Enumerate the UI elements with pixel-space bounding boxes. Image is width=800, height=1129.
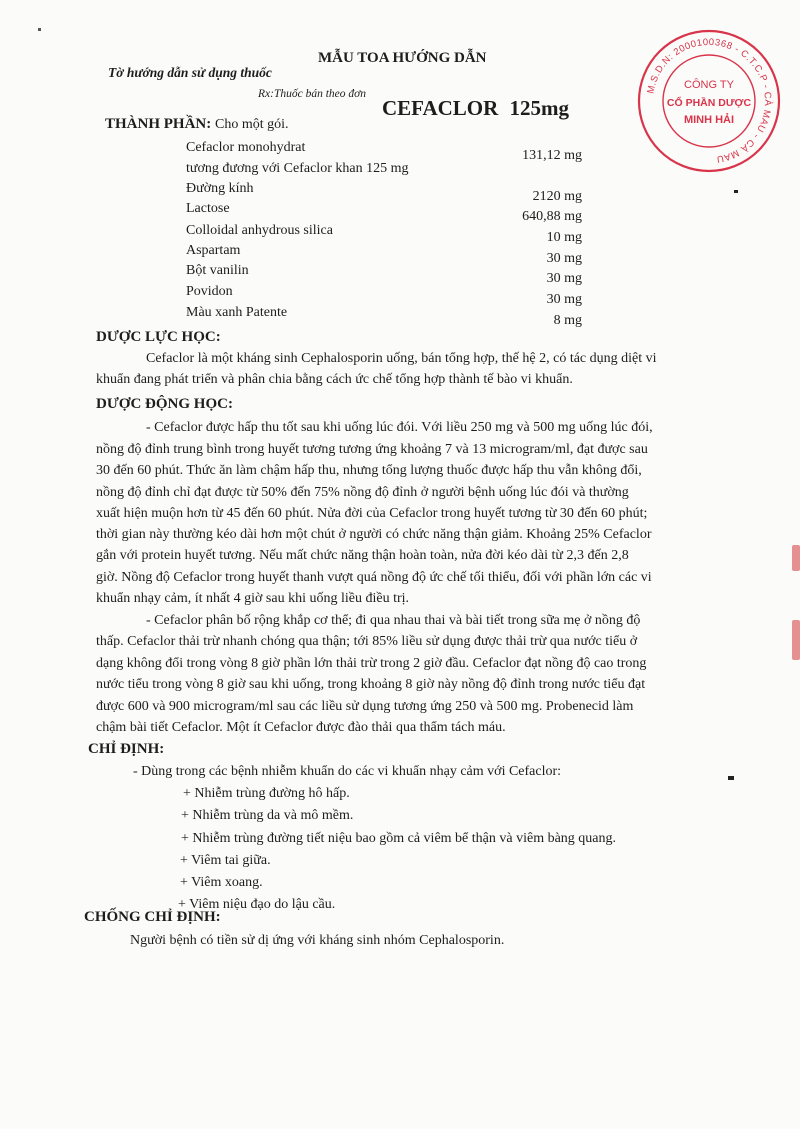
composition-heading xyxy=(105,116,289,133)
indication-item: + Viêm niệu đạo do lậu cầu. xyxy=(178,897,336,912)
product-name: CEFACLOR xyxy=(382,96,499,120)
ingredient-amount: 640,88 mg xyxy=(522,209,582,224)
product-title xyxy=(382,96,569,121)
pharmacokinetics-line: giờ. Nồng độ Cefaclor trong huyết thanh vượt quá nồng độ ức chế tối thiểu, đối với phần lớn các vi xyxy=(96,570,652,585)
composition-note: Cho một gói. xyxy=(215,117,289,132)
stamp-line-3: MINH HẢI xyxy=(683,114,735,126)
pharmacokinetics-line: nồng độ đỉnh trung bình trong huyết tương tương ứng khoảng 7 và 13 microgram/ml, đạt được sau xyxy=(96,442,648,457)
scan-speck xyxy=(38,28,41,31)
indication-item: + Nhiễm trùng đường tiết niệu bao gồm cả viêm bể thận và viêm bàng quang. xyxy=(181,831,617,846)
pharmacokinetics-line: nồng độ đỉnh chỉ đạt được từ 50% đến 75% nồng độ đỉnh ở người bệnh uống lúc đói và thường xyxy=(96,485,629,500)
ingredient-name: Bột vanilin xyxy=(186,263,249,278)
stamp-line-2: CỔ PHẦN DƯỢC xyxy=(666,97,752,109)
ingredient-amount: 2120 mg xyxy=(532,189,582,204)
scan-speck xyxy=(734,190,738,193)
ingredient-name: Aspartam xyxy=(186,243,241,258)
scan-speck xyxy=(728,776,734,780)
indication-item: + Viêm xoang. xyxy=(180,875,263,890)
pharmacokinetics-line: chậm bài tiết Cefaclor. Một ít Cefaclor được đào thải qua thẩm tách máu. xyxy=(96,720,506,735)
pharmacodynamics-line: khuẩn đang phát triển và phân chia bằng cách ức chế tổng hợp thành tế bào vi khuẩn. xyxy=(96,372,573,387)
ingredient-name: Cefaclor monohydrat xyxy=(186,140,306,155)
ingredient-name: Povidon xyxy=(186,284,233,299)
ingredient-amount: 131,12 mg xyxy=(522,148,582,163)
ingredient-name: tương đương với Cefaclor khan 125 mg xyxy=(186,161,409,176)
pharmacokinetics-line: - Cefaclor được hấp thu tốt sau khi uống lúc đói. Với liều 250 mg và 500 mg uống lúc đói, xyxy=(146,420,653,435)
ingredient-amount: 8 mg xyxy=(553,313,582,328)
indications-heading: CHỈ ĐỊNH: xyxy=(88,741,165,757)
ingredient-amount: 10 mg xyxy=(546,230,582,245)
stamp-outer-text: M.S.D.N: 2000100368 - C.T.C.P - CÀ MAU - CÀ MAU xyxy=(645,36,774,165)
ingredient-name: Colloidal anhydrous silica xyxy=(186,223,333,238)
pharmacokinetics-line: được 600 và 900 microgram/ml sau các liều sử dụng tương ứng 250 và 500 mg. Probenecid làm xyxy=(96,699,634,714)
pharmacokinetics-line: 30 đến 60 phút. Thức ăn làm chậm hấp thu, nhưng tổng lượng thuốc được hấp thu vẫn không đổi, xyxy=(96,463,642,478)
pharmacokinetics-line: thời gian này thường kéo dài hơn một chút ở người có chức năng thận giảm. Khoảng 25% Cefaclor xyxy=(96,527,652,542)
ingredient-amount: 30 mg xyxy=(546,292,582,307)
product-strength: 125mg xyxy=(509,96,570,120)
pharmacokinetics-heading: DƯỢC ĐỘNG HỌC: xyxy=(96,396,233,412)
stamp-line-1: CÔNG TY xyxy=(684,79,734,91)
pharmacokinetics-line: gắn với protein huyết tương. Nếu mất chức năng thận hoàn toàn, nửa đời kéo dài từ 2,3 đến 2,8 xyxy=(96,548,629,563)
document-title: MẪU TOA HƯỚNG DẪN xyxy=(318,50,487,66)
contraindications-line: Người bệnh có tiền sử dị ứng với kháng sinh nhóm Cephalosporin. xyxy=(130,933,505,948)
pharmacodynamics-heading: DƯỢC LỰC HỌC: xyxy=(96,329,221,345)
indication-item: + Nhiễm trùng đường hô hấp. xyxy=(183,786,350,801)
pharmacokinetics-line: xuất hiện muộn hơn từ 45 đến 60 phút. Nửa đời của Cefaclor trong huyết tương từ 30 đến 60 phút; xyxy=(96,506,648,521)
ingredient-amount: 30 mg xyxy=(546,251,582,266)
pharmacokinetics-line: thấp. Cefaclor thải trừ nhanh chóng qua thận; tới 85% liều sử dụng được thải trừ qua nước tiểu ở xyxy=(96,634,638,649)
edge-red-mark xyxy=(792,545,800,571)
ingredient-name: Lactose xyxy=(186,201,230,216)
document-subtitle: Tờ hướng dẫn sử dụng thuốc xyxy=(108,65,272,80)
ingredient-amount: 30 mg xyxy=(546,271,582,286)
pharmacokinetics-line: - Cefaclor phân bố rộng khắp cơ thể; đi qua nhau thai và bài tiết trong sữa mẹ ở nồng độ xyxy=(146,613,641,628)
edge-red-mark xyxy=(792,620,800,660)
composition-heading-text: THÀNH PHẦN: xyxy=(105,116,212,132)
ingredient-name: Đường kính xyxy=(186,181,254,196)
ingredient-name: Màu xanh Patente xyxy=(186,305,288,320)
pharmacokinetics-line: khuẩn nhạy cảm, ít nhất 4 giờ sau khi uống liều điều trị. xyxy=(96,591,410,606)
pharmacodynamics-line: Cefaclor là một kháng sinh Cephalosporin uống, bán tổng hợp, thế hệ 2, có tác dụng diệt vi xyxy=(146,351,657,366)
contraindications-heading: CHỐNG CHỈ ĐỊNH: xyxy=(84,909,221,925)
indication-item: + Viêm tai giữa. xyxy=(180,853,271,868)
prescription-note: Rx:Thuốc bán theo đơn xyxy=(258,88,367,100)
company-stamp-graphic xyxy=(634,26,784,176)
pharmacokinetics-line: dạng không đổi trong vòng 8 giờ phần lớn thải trừ trong 2 giờ đầu. Cefaclor đạt nồng độ cao trong xyxy=(96,656,647,671)
indication-item: + Nhiễm trùng da và mô mềm. xyxy=(181,808,354,823)
pharmacokinetics-line: nước tiểu trong vòng 8 giờ sau khi uống, trong khoảng 8 giờ này nồng độ đỉnh trong nước tiểu đạt xyxy=(96,677,646,692)
indications-intro: - Dùng trong các bệnh nhiễm khuẩn do các vi khuẩn nhạy cảm với Cefaclor: xyxy=(133,764,562,779)
company-stamp xyxy=(634,26,784,176)
